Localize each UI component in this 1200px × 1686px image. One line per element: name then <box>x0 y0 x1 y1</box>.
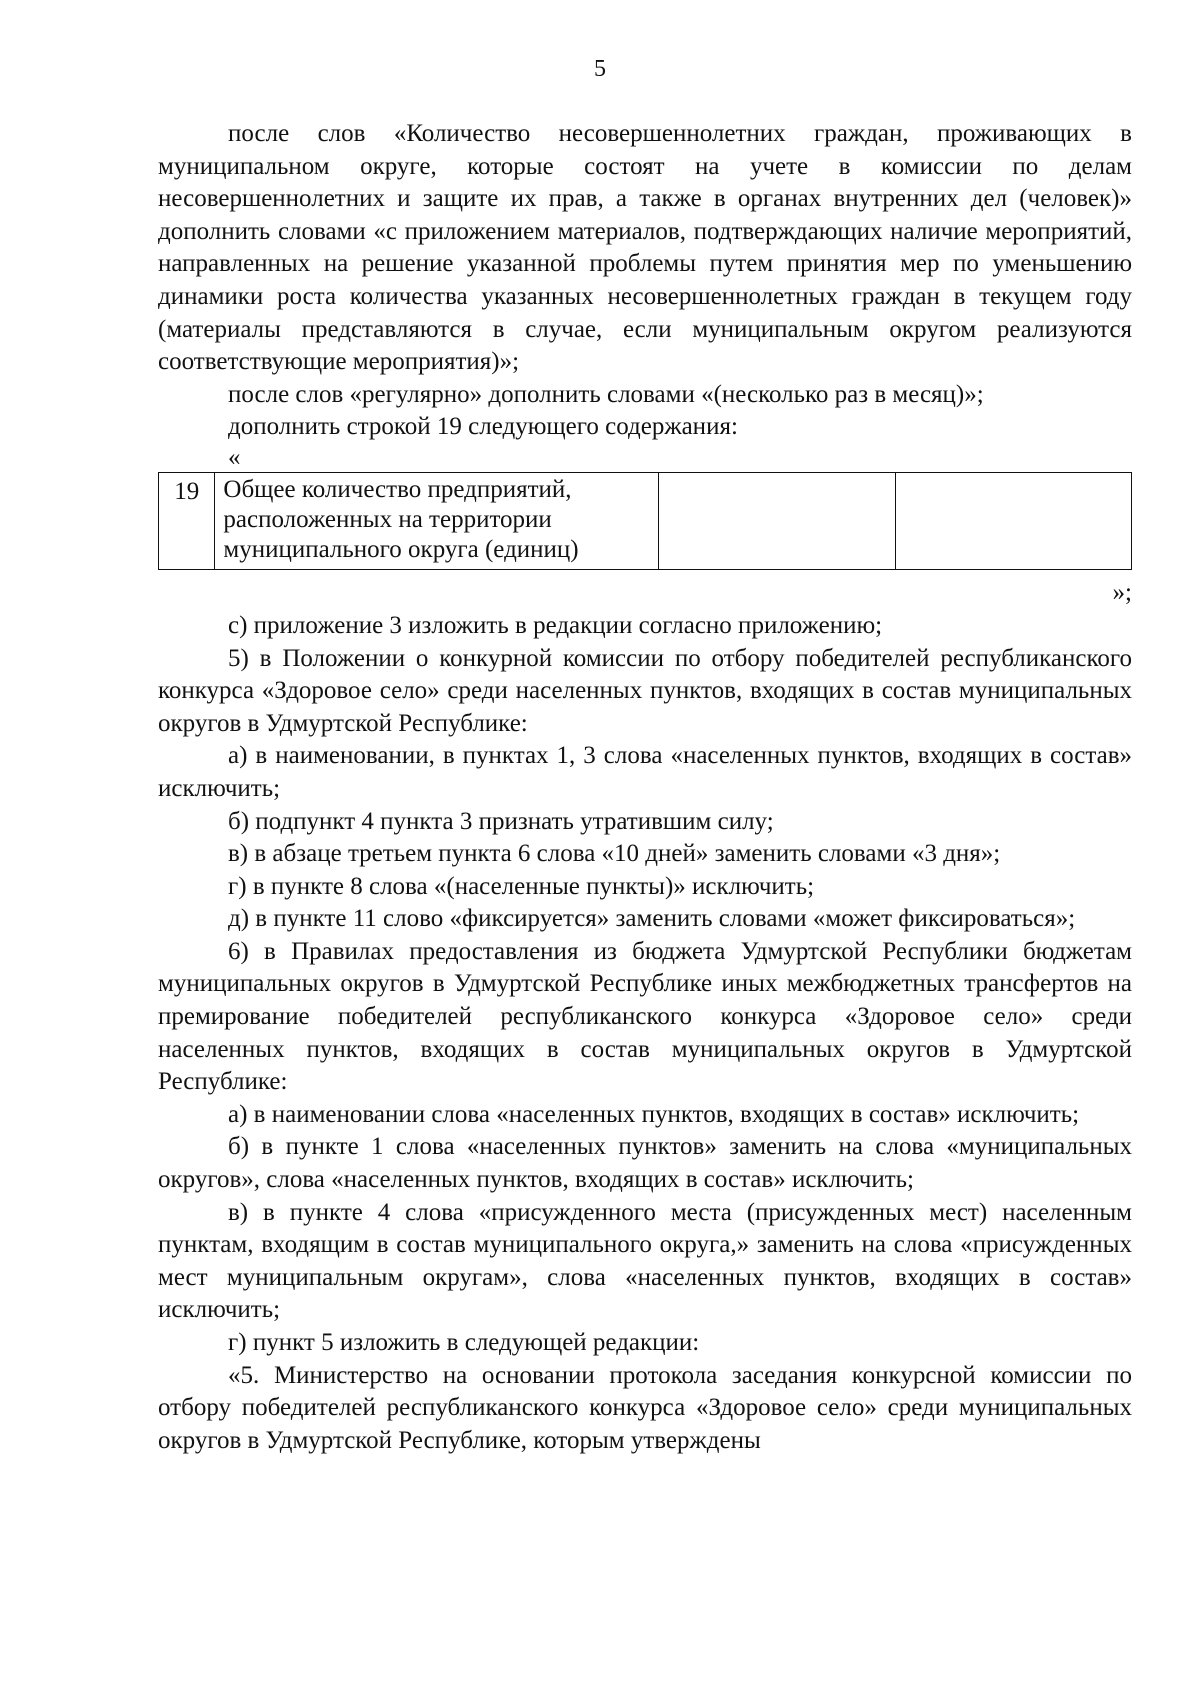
paragraph: г) в пункте 8 слова «(населенные пункты)» исключить; <box>228 872 815 900</box>
row-indicator-cell: Общее количество предприятий, расположенных на территории муниципального округа (единиц) <box>215 472 659 569</box>
row-value-cell <box>659 472 895 569</box>
table-row <box>159 472 1132 569</box>
paragraph: а) в наименовании слова «населенных пунктов, входящих в состав» исключить; <box>228 1100 1080 1128</box>
paragraph: с) приложение 3 изложить в редакции согласно приложению; <box>228 611 883 639</box>
paragraph: в) в пункте 4 слова «присужденного места (присужденных мест) населенным пунктам, входящим в состав муниципального округа,» заменить на слова «присужденных мест муниципальным округам», слова «населенных пунктов, входящих в состав» исключить; <box>158 1198 1132 1324</box>
paragraph: 5) в Положении о конкурной комиссии по отбору победителей республиканского конкурса «Здоровое село» среди населенных пунктов, входящих в состав муниципальных округов в Удмуртской Республике: <box>158 644 1132 737</box>
opening-quote: « <box>228 443 241 471</box>
paragraph: а) в наименовании, в пунктах 1, 3 слова «населенных пунктов, входящих в состав» исключить; <box>158 742 1132 802</box>
paragraph: 6) в Правилах предоставления из бюджета Удмуртской Республики бюджетам муниципальных округов в Удмуртской Республике иных межбюджетных трансфертов на премирование победителей республиканского конкурса «Здоровое село» среди населенных пунктов, входящих в состав муниципальных округов в Удмуртской Республике: <box>158 937 1132 1096</box>
paragraph: после слов «регулярно» дополнить словами «(несколько раз в месяц)»; <box>228 380 984 408</box>
paragraph: б) в пункте 1 слова «населенных пунктов» заменить на слова «муниципальных округов», слова «населенных пунктов, входящих в состав» исключить; <box>158 1133 1132 1194</box>
paragraph: в) в абзаце третьем пункта 6 слова «10 дней» заменить словами «3 дня»; <box>228 840 1001 868</box>
row-number-cell: 19 <box>159 472 215 569</box>
paragraph: дополнить строкой 19 следующего содержания: <box>228 413 738 441</box>
paragraph: г) пункт 5 изложить в следующей редакции: <box>228 1329 700 1356</box>
paragraph: после слов «Количество несовершеннолетних граждан, проживающих в муниципальном округе, которые состоят на учете в комиссии по делам несовершеннолетних и защите их прав, а также в органах внутренних дел (человек)» дополнить словами «с приложением материалов, подтверждающих наличие мероприятий, направленных на решение указанной проблемы путем принятия мер по уменьшению динамики роста количества указанных несовершеннолетных граждан в текущем году (материалы представляются в случае, если муниципальным округом реализуются соответствующие мероприятия)»; <box>158 120 1132 376</box>
closing-quote: »; <box>1112 578 1132 606</box>
paragraph: б) подпункт 4 пункта 3 признать утратившим силу; <box>228 807 774 835</box>
document-body <box>158 118 1132 1457</box>
page-number: 5 <box>594 56 606 82</box>
row-value-cell <box>895 472 1131 569</box>
paragraph: д) в пункте 11 слово «фиксируется» заменить словами «может фиксироваться»; <box>228 905 1076 933</box>
paragraph: «5. Министерство на основании протокола заседания конкурсной комиссии по отбору победителей республиканского конкурса «Здоровое село» среди муниципальных округов в Удмуртской Республике, которым утверждены <box>158 1361 1132 1454</box>
inserted-table-row <box>158 472 1132 570</box>
